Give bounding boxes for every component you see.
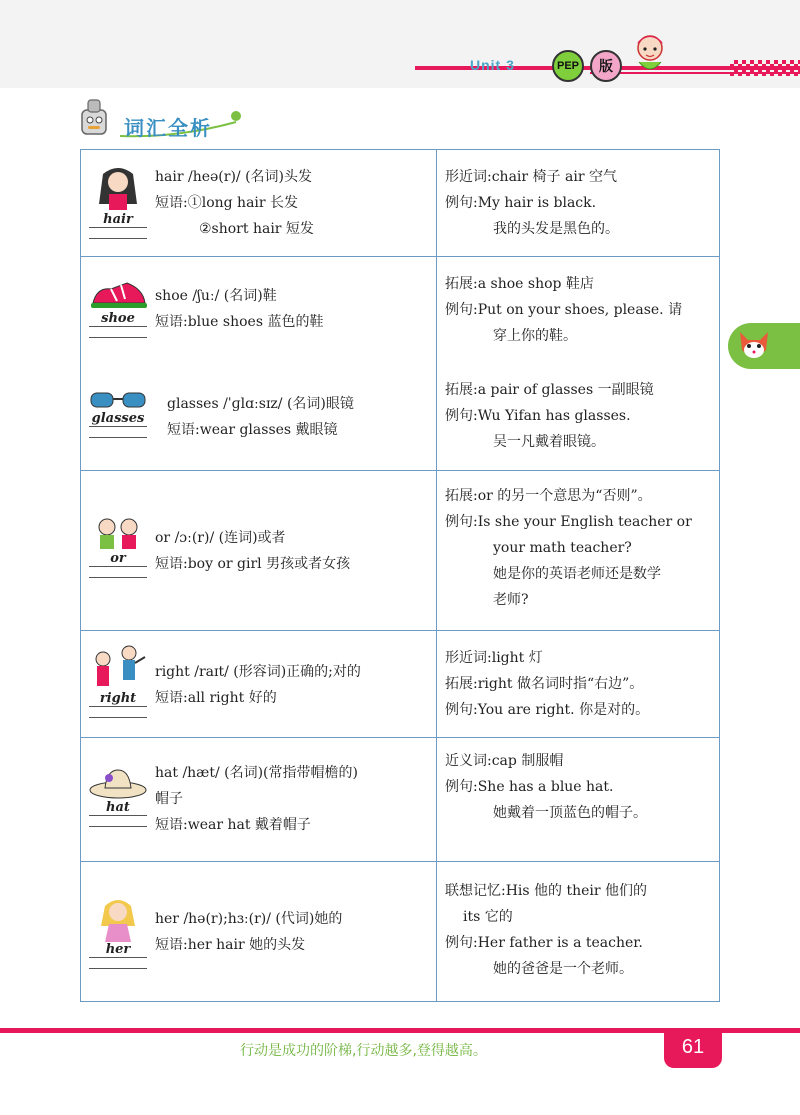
sunglasses-icon xyxy=(87,387,149,413)
definition-line: shoe /ʃuː/ (名词)鞋 xyxy=(155,288,277,304)
extension-line: 她是你的英语老师还是数学 xyxy=(493,566,661,582)
extension-line: 例句:My hair is black. xyxy=(445,195,597,211)
girl-long-hair-icon xyxy=(87,164,149,214)
word-illustration xyxy=(87,387,149,438)
word-extension xyxy=(445,483,715,613)
table-row xyxy=(81,150,719,257)
word-label: shoe xyxy=(101,311,135,326)
definition-line: ②short hair 短发 xyxy=(199,221,314,237)
word-label: hat xyxy=(106,800,130,815)
definition-line: 帽子 xyxy=(155,791,183,807)
extension-line: 拓展:a shoe shop 鞋店 xyxy=(445,276,594,292)
word-definition xyxy=(155,659,431,711)
writing-lines xyxy=(89,815,147,827)
extension-line: 吴一凡戴着眼镜。 xyxy=(493,434,605,450)
extension-line: 我的头发是黑色的。 xyxy=(493,221,619,237)
definition-line: 短语:①long hair 长发 xyxy=(155,195,299,211)
extension-line: 形近词:chair 椅子 air 空气 xyxy=(445,169,617,185)
word-extension xyxy=(445,271,715,349)
extension-line: 穿上你的鞋。 xyxy=(493,328,577,344)
fox-face-icon xyxy=(736,328,772,364)
definition-line: 短语:wear hat 戴着帽子 xyxy=(155,817,311,833)
table-row xyxy=(81,738,719,862)
writing-lines xyxy=(89,326,147,338)
table-row xyxy=(81,365,719,471)
page-number: 61 xyxy=(681,1036,705,1058)
extension-line: 近义词:cap 制服帽 xyxy=(445,753,564,769)
footer-motto: 行动是成功的阶梯,行动越多,登得越高。 xyxy=(240,1043,487,1059)
extension-line: 例句:You are right. 你是对的。 xyxy=(445,702,650,718)
definition-line: right /raɪt/ (形容词)正确的;对的 xyxy=(155,664,361,680)
word-definition xyxy=(155,283,431,335)
extension-line: 例句:Is she your English teacher or xyxy=(445,514,692,530)
word-definition xyxy=(167,391,443,443)
header-checker-pattern xyxy=(730,60,800,76)
word-illustration xyxy=(87,764,149,827)
blonde-girl-icon xyxy=(87,896,149,944)
table-row xyxy=(81,631,719,738)
definition-line: glasses /ˈɡlɑːsɪz/ (名词)眼镜 xyxy=(167,396,354,412)
word-illustration xyxy=(87,164,149,239)
definition-line: 短语:her hair 她的头发 xyxy=(155,937,306,953)
word-extension xyxy=(445,645,715,723)
extension-line: 例句:Her father is a teacher. xyxy=(445,935,643,951)
word-illustration xyxy=(87,273,149,338)
extension-line: your math teacher? xyxy=(493,540,632,556)
extension-line: 她戴着一顶蓝色的帽子。 xyxy=(493,805,647,821)
word-definition xyxy=(155,164,431,242)
definition-line: hat /hæt/ (名词)(常指带帽檐的) xyxy=(155,765,358,781)
extension-line: 形近词:light 灯 xyxy=(445,650,543,666)
word-label: glasses xyxy=(91,411,145,426)
word-illustration xyxy=(87,896,149,969)
word-label: her xyxy=(105,942,131,957)
table-row xyxy=(81,257,719,365)
edition-badge: 版 xyxy=(590,50,622,82)
word-extension xyxy=(445,377,715,455)
writing-lines xyxy=(89,706,147,718)
word-extension xyxy=(445,748,715,826)
word-label: hair xyxy=(103,212,133,227)
robot-mascot-icon xyxy=(74,96,114,140)
extension-line: 联想记忆:His 他的 their 他们的 xyxy=(445,883,648,899)
girl-mascot-icon xyxy=(625,30,675,78)
extension-line: 拓展:or 的另一个意思为“否则”。 xyxy=(445,488,652,504)
definition-line: her /hə(r);hɜː(r)/ (代词)她的 xyxy=(155,911,343,927)
header-band xyxy=(0,0,800,88)
sneaker-icon xyxy=(87,273,149,313)
definition-line: hair /heə(r)/ (名词)头发 xyxy=(155,169,312,185)
writing-lines xyxy=(89,566,147,578)
word-extension xyxy=(445,164,715,242)
extension-line: its 它的 xyxy=(463,909,513,925)
extension-line: 例句:Wu Yifan has glasses. xyxy=(445,408,631,424)
definition-line: 短语:wear glasses 戴眼镜 xyxy=(167,422,338,438)
word-illustration xyxy=(87,643,149,718)
definition-line: 短语:boy or girl 男孩或者女孩 xyxy=(155,556,351,572)
unit-label: Unit 3 xyxy=(470,57,515,73)
children-pointing-icon xyxy=(87,643,149,693)
word-label: right xyxy=(99,691,137,706)
word-label: or xyxy=(110,551,126,566)
extension-line: 她的爸爸是一个老师。 xyxy=(493,961,633,977)
extension-line: 老师? xyxy=(493,592,529,608)
sun-hat-icon xyxy=(87,764,149,802)
extension-line: 例句:Put on your shoes, please. 请 xyxy=(445,302,683,318)
definition-line: 短语:all right 好的 xyxy=(155,690,277,706)
word-definition xyxy=(155,525,431,577)
definition-line: or /ɔː(r)/ (连词)或者 xyxy=(155,530,286,546)
definition-line: 短语:blue shoes 蓝色的鞋 xyxy=(155,314,324,330)
word-extension xyxy=(445,878,715,982)
extension-line: 拓展:right 做名词时指“右边”。 xyxy=(445,676,644,692)
writing-lines xyxy=(89,957,147,969)
vocabulary-table xyxy=(80,149,720,1002)
writing-lines xyxy=(89,227,147,239)
section-title: 词汇全析 xyxy=(124,116,212,140)
word-definition xyxy=(155,760,431,838)
extension-line: 例句:She has a blue hat. xyxy=(445,779,614,795)
word-illustration xyxy=(87,517,149,578)
boy-and-girl-icon xyxy=(87,517,149,553)
word-definition xyxy=(155,906,431,958)
table-row xyxy=(81,471,719,631)
extension-line: 拓展:a pair of glasses 一副眼镜 xyxy=(445,382,654,398)
writing-lines xyxy=(89,426,147,438)
pep-badge: PEP xyxy=(552,50,584,82)
table-row xyxy=(81,862,719,1003)
